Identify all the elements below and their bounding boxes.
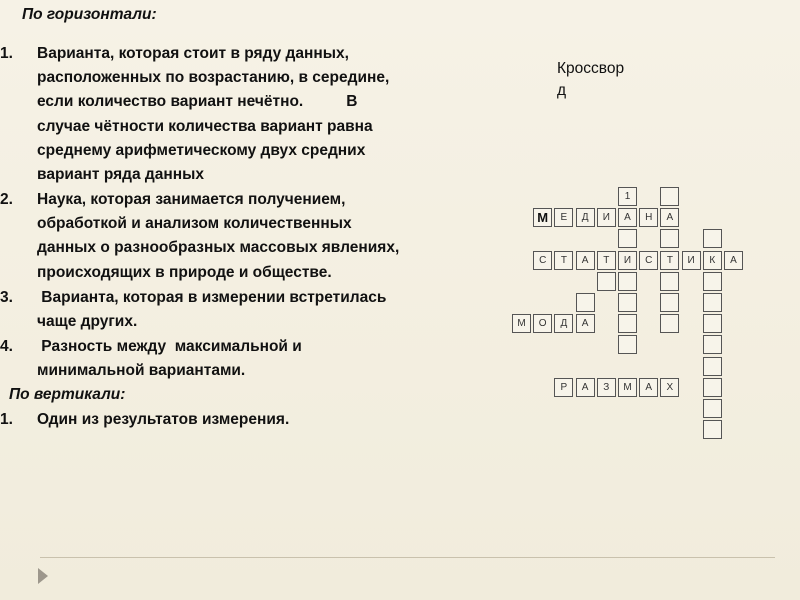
clue-number-cell: 1 xyxy=(618,187,637,206)
crossword-letter-cell: А xyxy=(724,251,743,270)
crossword-letter-cell: Т xyxy=(660,251,679,270)
crossword-letter-cell: Н xyxy=(639,208,658,227)
crossword-cell xyxy=(660,187,679,206)
crossword-cell xyxy=(597,272,616,291)
crossword-letter-cell: Е xyxy=(554,208,573,227)
crossword-letter-cell: О xyxy=(533,314,552,333)
footer-divider xyxy=(40,557,775,558)
across-heading: По горизонтали: xyxy=(22,6,157,23)
next-slide-icon[interactable] xyxy=(38,568,48,584)
clue-line: среднему арифметическому двух средних xyxy=(37,142,366,159)
crossword-letter-cell: А xyxy=(576,378,595,397)
clue-line: Наука, которая занимается получением, xyxy=(37,191,346,208)
crossword-letter-cell: З xyxy=(597,378,616,397)
crossword-letter-cell: А xyxy=(660,208,679,227)
crossword-letter-cell: М xyxy=(512,314,531,333)
crossword-title-line-2: д xyxy=(557,82,567,99)
crossword-letter-cell: С xyxy=(639,251,658,270)
clue-line: случае чётности количества вариант равна xyxy=(37,118,373,135)
clue-line: минимальной вариантами. xyxy=(37,362,246,379)
crossword-cell xyxy=(660,272,679,291)
clue-line: если количество вариант нечётно. В xyxy=(37,93,358,110)
crossword-letter-cell: Т xyxy=(554,251,573,270)
clue-number: 3. xyxy=(0,289,13,306)
crossword-cell xyxy=(703,399,722,418)
crossword-cell xyxy=(703,293,722,312)
crossword-cell xyxy=(618,229,637,248)
crossword-cell xyxy=(618,272,637,291)
crossword-letter-cell: М xyxy=(533,208,552,227)
clue-number: 4. xyxy=(0,338,13,355)
crossword-letter-cell: Р xyxy=(554,378,573,397)
clue-number: 1. xyxy=(0,411,13,428)
clue-line: Варианта, которая стоит в ряду данных, xyxy=(37,45,349,62)
crossword-letter-cell: К xyxy=(703,251,722,270)
crossword-cell xyxy=(618,293,637,312)
crossword-cell xyxy=(703,378,722,397)
crossword-cell xyxy=(703,229,722,248)
crossword-letter-cell: Д xyxy=(554,314,573,333)
crossword-cell xyxy=(660,293,679,312)
clue-line: обработкой и анализом количественных xyxy=(37,215,352,232)
clue-line: Варианта, которая в измерении встретилась xyxy=(37,289,387,306)
clue-line: данных о разнообразных массовых явлениях, xyxy=(37,239,400,256)
crossword-cell xyxy=(618,314,637,333)
crossword-letter-cell: А xyxy=(639,378,658,397)
crossword-letter-cell: И xyxy=(597,208,616,227)
clue-line: чаще других. xyxy=(37,313,138,330)
clue-line: Разность между максимальной и xyxy=(37,338,302,355)
crossword-cell xyxy=(618,335,637,354)
down-heading: По вертикали: xyxy=(9,386,126,403)
crossword-letter-cell: Д xyxy=(576,208,595,227)
clue-line: происходящих в природе и обществе. xyxy=(37,264,332,281)
clue-number: 1. xyxy=(0,45,13,62)
crossword-cell xyxy=(703,314,722,333)
clue-number: 2. xyxy=(0,191,13,208)
crossword-cell xyxy=(703,357,722,376)
crossword-cell xyxy=(660,229,679,248)
crossword-letter-cell: Х xyxy=(660,378,679,397)
crossword-cell xyxy=(703,420,722,439)
crossword-title-line-1: Кроссвор xyxy=(557,60,625,77)
crossword-letter-cell: И xyxy=(682,251,701,270)
clue-line: Один из результатов измерения. xyxy=(37,411,290,428)
crossword-letter-cell: А xyxy=(618,208,637,227)
clue-line: расположенных по возрастанию, в середине, xyxy=(37,69,390,86)
crossword-cell xyxy=(576,293,595,312)
crossword-letter-cell: М xyxy=(618,378,637,397)
crossword-letter-cell: А xyxy=(576,314,595,333)
crossword-letter-cell: А xyxy=(576,251,595,270)
crossword-cell xyxy=(703,272,722,291)
crossword-letter-cell: Т xyxy=(597,251,616,270)
crossword-cell xyxy=(660,314,679,333)
crossword-letter-cell: И xyxy=(618,251,637,270)
crossword-title xyxy=(557,58,667,102)
clue-line: вариант ряда данных xyxy=(37,166,204,183)
crossword-letter-cell: С xyxy=(533,251,552,270)
crossword-cell xyxy=(703,335,722,354)
